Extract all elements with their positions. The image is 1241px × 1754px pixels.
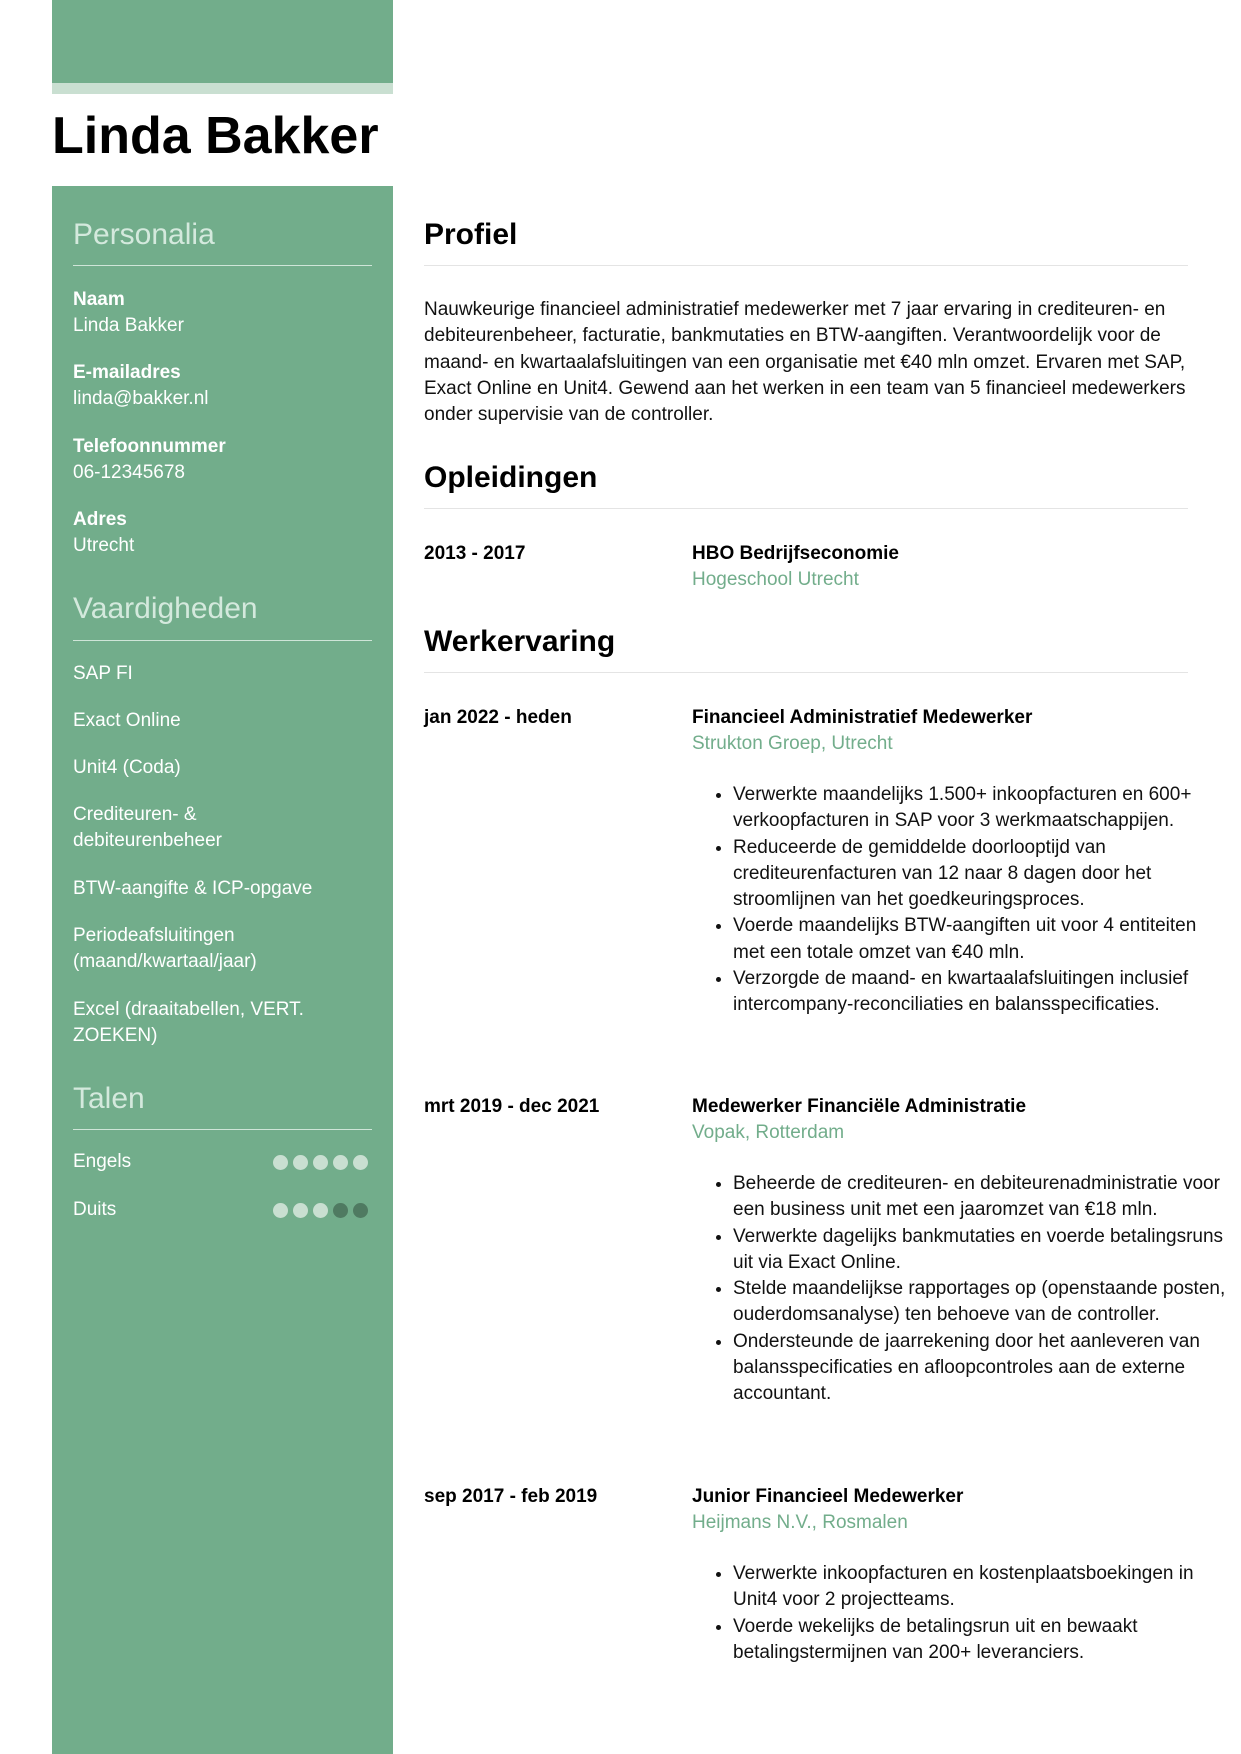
level-dot-filled: [293, 1203, 308, 1218]
job-date: mrt 2019 - dec 2021: [424, 1096, 600, 1117]
sidebar: [52, 186, 393, 1754]
education-date: 2013 - 2017: [424, 543, 526, 564]
education-title: HBO Bedrijfseconomie: [692, 543, 899, 564]
sidebar-header-stripe: [52, 83, 393, 94]
personalia-heading: Personalia: [73, 218, 215, 251]
job-bullets: [692, 1171, 1233, 1408]
job-bullet: • Verwerkte inkoopfacturen en kostenplaatsboekingen in Unit4 voor 2 projectteams.: [733, 1561, 1233, 1614]
field-value-telefoon: 06-12345678: [73, 462, 185, 483]
level-dot-filled: [273, 1203, 288, 1218]
job-title: Financieel Administratief Medewerker: [692, 707, 1033, 728]
skill-item: Periodeafsluitingen (maand/kwartaal/jaar): [73, 925, 257, 972]
job-employer: Heijmans N.V., Rosmalen: [692, 1512, 908, 1533]
level-dot-empty: [333, 1203, 348, 1218]
talen-divider: [73, 1129, 372, 1130]
werkervaring-divider: [424, 672, 1188, 673]
skill-item: Exact Online: [73, 710, 181, 731]
skill-item: Unit4 (Coda): [73, 757, 181, 778]
level-dot-filled: [293, 1155, 308, 1170]
profiel-divider: [424, 265, 1188, 266]
level-dot-filled: [313, 1155, 328, 1170]
field-label-telefoon: Telefoonnummer: [73, 436, 226, 457]
job-employer: Vopak, Rotterdam: [692, 1122, 845, 1143]
field-label-email: E-mailadres: [73, 362, 181, 383]
profiel-text: Nauwkeurige financieel administratief medewerker met 7 jaar ervaring in crediteuren- en debiteurenbeheer, facturatie, bankmutaties en BTW-aangiften. Verantwoordelijk voor de maand- en kwartaalafsluitingen van een organisatie met €40 mln omzet. Ervaren met SAP, Exact Online en Unit4. Gewend aan het werken in een team van 5 financieel medewerkers onder supervisie van de controller.: [424, 299, 1186, 426]
skill-item: BTW-aangifte & ICP-opgave: [73, 878, 313, 899]
opleidingen-divider: [424, 508, 1188, 509]
level-dot-filled: [313, 1203, 328, 1218]
field-label-naam: Naam: [73, 289, 125, 310]
job-title: Junior Financieel Medewerker: [692, 1486, 964, 1507]
language-level-engels: [273, 1155, 368, 1170]
level-dot-empty: [353, 1203, 368, 1218]
level-dot-filled: [353, 1155, 368, 1170]
level-dot-filled: [333, 1155, 348, 1170]
level-dot-filled: [273, 1155, 288, 1170]
job-bullets: [692, 1561, 1233, 1666]
education-school: Hogeschool Utrecht: [692, 569, 859, 590]
language-name: Duits: [73, 1199, 117, 1220]
opleidingen-heading: Opleidingen: [424, 461, 598, 494]
talen-heading: Talen: [73, 1082, 145, 1115]
job-bullet: • Reduceerde de gemiddelde doorlooptijd van crediteurenfacturen van 12 naar 8 dagen door het stroomlijnen van het goedkeuringsproces.: [733, 835, 1233, 914]
job-bullet: • Verzorgde de maand- en kwartaalafsluitingen inclusief intercompany-reconciliaties en balansspecificaties.: [733, 966, 1233, 1019]
field-value-naam: Linda Bakker: [73, 315, 184, 336]
language-name: Engels: [73, 1151, 132, 1172]
sidebar-header-block: [52, 0, 393, 83]
skill-item: Excel (draaitabellen, VERT. ZOEKEN): [73, 999, 304, 1046]
job-bullet: • Stelde maandelijkse rapportages op (openstaande posten, ouderdomsanalyse) ten behoeve van de controller.: [733, 1276, 1233, 1329]
candidate-name: Linda Bakker: [52, 107, 379, 165]
field-value-email: linda@bakker.nl: [73, 388, 209, 409]
field-value-adres: Utrecht: [73, 535, 135, 556]
job-title: Medewerker Financiële Administratie: [692, 1096, 1027, 1117]
vaardigheden-heading: Vaardigheden: [73, 592, 258, 625]
profiel-heading: Profiel: [424, 218, 518, 251]
job-bullet: • Voerde maandelijks BTW-aangiften uit voor 4 entiteiten met een totale omzet van €40 mln.: [733, 913, 1233, 966]
personalia-divider: [73, 265, 372, 266]
vaardigheden-divider: [73, 640, 372, 641]
job-bullet: • Beheerde de crediteuren- en debiteurenadministratie voor een business unit met een jaaromzet van €18 mln.: [733, 1171, 1233, 1224]
job-bullets: [692, 782, 1233, 1019]
skill-item: Crediteuren- & debiteurenbeheer: [73, 804, 222, 851]
job-bullet: • Voerde wekelijks de betalingsrun uit en bewaakt betalingstermijnen van 200+ leveranciers.: [733, 1614, 1233, 1667]
skill-item: SAP FI: [73, 663, 133, 684]
language-level-duits: [273, 1203, 368, 1218]
field-label-adres: Adres: [73, 509, 127, 530]
job-date: jan 2022 - heden: [424, 707, 572, 728]
job-bullet: • Verwerkte maandelijks 1.500+ inkoopfacturen en 600+ verkoopfacturen in SAP voor 3 werkmaatschappijen.: [733, 782, 1233, 835]
job-employer: Strukton Groep, Utrecht: [692, 733, 893, 754]
job-bullet: • Ondersteunde de jaarrekening door het aanleveren van balansspecificaties en afloopcontroles aan de externe accountant.: [733, 1329, 1233, 1408]
job-date: sep 2017 - feb 2019: [424, 1486, 598, 1507]
werkervaring-heading: Werkervaring: [424, 625, 616, 658]
job-bullet: • Verwerkte dagelijks bankmutaties en voerde betalingsruns uit via Exact Online.: [733, 1224, 1233, 1277]
